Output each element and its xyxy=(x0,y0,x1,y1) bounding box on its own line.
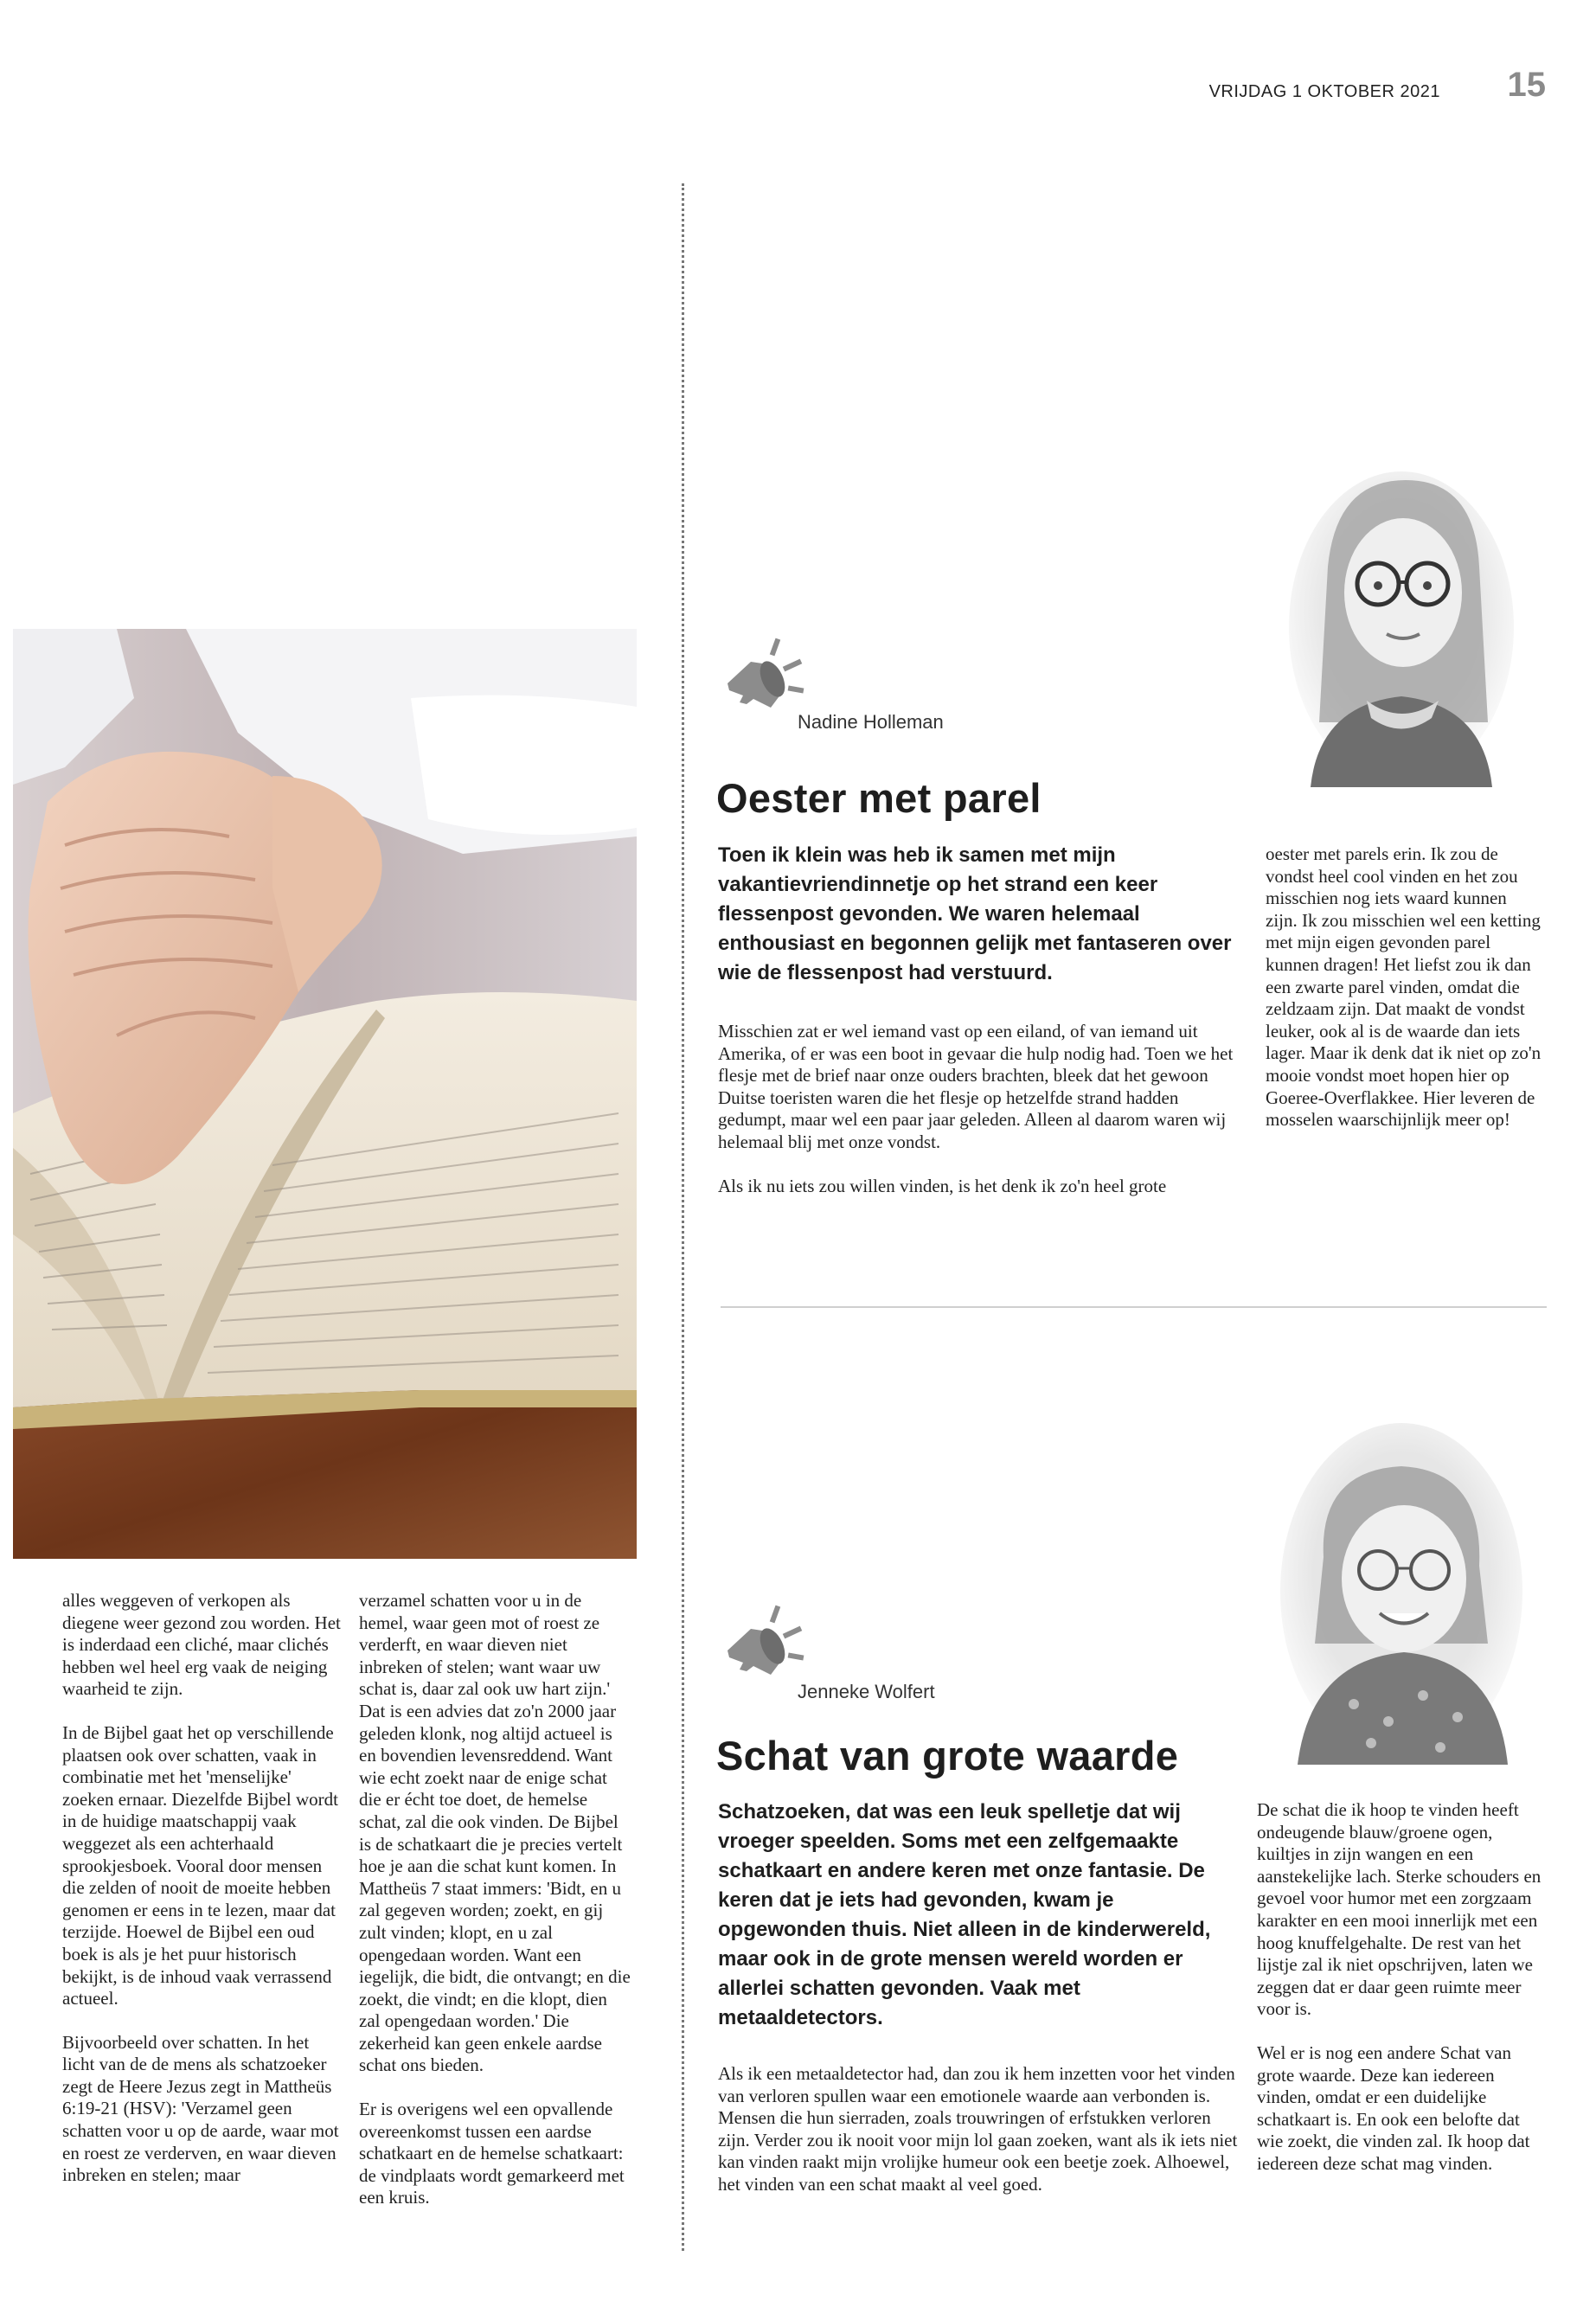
left-column-text-1 xyxy=(62,1590,343,2208)
article-separator xyxy=(721,1306,1547,1308)
portrait-nadine xyxy=(1285,463,1518,787)
paragraph: verzamel schatten voor u in de hemel, waar geen mot of roest ze verderft, en waar dieven niet inbreken of stelen; want waar uw schat is, daar zal ook uw hart zijn.' Dat is een advies dat zo'n 2000 jaar geleden klonk, nog altijd actueel is en bovendien levensreddend. Want wie echt zoekt naar de enige schat die er écht toe doet, de hemelse schat, zal die ook vinden. De Bijbel is de schatkaart die je precies vertelt hoe je aan die schat kunt komen. In Mattheüs 7 staat immers: 'Bidt, en u zal gegeven worden; zoekt, en gij zult vinden; klopt, en u zal opengedaan worden. Want een iegelijk, die bidt, die ontvangt; en die zoekt, die vindt; en die klopt, dien zal opengedaan worden.' Die zekerheid kan geen enkele aardse schat ons bieden. xyxy=(359,1590,631,2076)
article-body-col1 xyxy=(718,1021,1241,1219)
article-body-col1 xyxy=(718,2063,1241,2218)
author-name: Nadine Holleman xyxy=(798,711,944,733)
column-divider xyxy=(682,183,684,2251)
author-name: Jenneke Wolfert xyxy=(798,1681,935,1702)
paragraph: In de Bijbel gaat het op verschillende plaatsen ook over schatten, vaak in combinatie met het 'menselijke' zoeken ernaar. Diezelfde Bijbel wordt in de huidige maatschappij vaak weggezet als een achterhaald sprookjesboek. Vooral door mensen die zelden of nooit de moeite hebben genomen er eens in te lezen, maar dat terzijde. Hoewel de Bijbel een oud boek is als je het puur historisch bekijkt, is de inhoud vaak verrassend actueel. xyxy=(62,1721,338,2009)
article-title: Schat van grote waarde xyxy=(716,1733,1179,1779)
paragraph: Misschien zat er wel iemand vast op een eiland, of van iemand uit Amerika, of er was een boot in gevaar die hulp nodig had. Toen we het flesje met de brief naar onze ouders brachten, bleek dat het gewoon Duitse toeristen waren die het flesje op hetzelfde strand hadden gedumpt, maar wel een paar jaar geleden. Alleen al daarom waren wij helemaal blij met onze vondst. xyxy=(718,1021,1234,1152)
article-lead: Toen ik klein was heb ik samen met mijn vakantievriendinnetje op het strand een keer flessenpost gevonden. We waren helemaal enthousiast en begonnen gelijk met fantaseren over wie de flessenpost had verstuurd. xyxy=(718,843,1232,984)
paragraph: De schat die ik hoop te vinden heeft ondeugende blauw/groene ogen, kuiltjes in zijn wangen en een aanstekelijke lach. Sterke schouders en gevoel voor humor met een zorgzaam karakter en een mooi innerlijk met een hoog knuffelgehalte. De rest van het lijstje zal ik niet opschrijven, laten we zeggen dat er daar geen ruimte meer voor is. xyxy=(1257,1799,1542,2020)
paragraph: Er is overigens wel een opvallende overeenkomst tussen een aardse schatkaart en de hemelse schatkaart: de vindplaats wordt gemarkeerd met een kruis. xyxy=(359,2099,625,2208)
paragraph: Als ik nu iets zou willen vinden, is het denk ik zo'n heel grote xyxy=(718,1175,1167,1196)
paragraph: oester met parels erin. Ik zou de vondst heel cool vinden en het zou misschien nog iets waard kunnen zijn. Ik zou misschien wel een ketting met mijn eigen gevonden parel kunnen dragen! Het liefst zou ik dan een zwarte parel vinden, omdat die zeldzaam zijn. Dat maakt de vondst leuker, ook al is de waarde dan iets lager. Maar ik denk dat ik niet op zo'n mooie vondst moet hopen hier op Goeree-Overflakkee. Hier leveren de mosselen waarschijnlijk meer op! xyxy=(1266,843,1542,1131)
paragraph: Als ik een metaaldetector had, dan zou ik hem inzetten voor het vinden van verloren spullen waar een emotionele waarde aan verbonden is. Mensen die hun sierraden, zoals trouwringen of erfstukken verloren zijn. Verder zou ik nooit voor mijn lol gaan zoeken, want als ik iets niet kan vinden raakt mijn vrolijke humeur ook een beetje zoek. Alhoewel, het vinden van een schat maakt al veel goed. xyxy=(718,2063,1238,2195)
portrait-jenneke xyxy=(1276,1419,1527,1765)
paragraph: Wel er is nog een andere Schat van grote waarde. Deze kan iedereen vinden, omdat er een duidelijke schatkaart is. En ook een belofte dat wie zoekt, die vinden zal. Ik hoop dat iedereen deze schat mag vinden. xyxy=(1257,2041,1530,2174)
article-lead: Schatzoeken, dat was een leuk spelletje dat wij vroeger speelden. Soms met een zelfgemaakte schatkaart en andere keren met onze fantasie. De keren dat je iets had gevonden, kwam je opgewonden thuis. Niet alleen in de kinderwereld, maar ook in de grote mensen wereld worden er allerlei schatten gevonden. Vaak met metaaldetectors. xyxy=(718,1800,1211,2029)
article-body-col2 xyxy=(1257,1799,1542,2197)
praying-hands-bible-photo xyxy=(13,629,637,1559)
article-title: Oester met parel xyxy=(716,775,1042,821)
megaphone-icon xyxy=(721,1599,816,1681)
article-body-col2 xyxy=(1266,843,1542,1153)
paragraph: Bijvoorbeeld over schatten. In het licht van de de mens als schatzoeker zegt de Heere Jezus zegt in Mattheüs 6:19-21 (HSV): 'Verzamel geen schatten voor u op de aarde, waar mot en roest ze verderven, en waar dieven inbreken en stelen; maar xyxy=(62,2031,339,2186)
page-date: VRIJDAG 1 OKTOBER 2021 xyxy=(1208,82,1440,101)
left-column-text-2 xyxy=(359,1590,631,2231)
paragraph: alles weggeven of verkopen als diegene weer gezond zou worden. Het is inderdaad een cliché, maar clichés hebben wel heel erg vaak de neiging waarheid te zijn. xyxy=(62,1590,341,1700)
megaphone-icon xyxy=(721,631,816,714)
page-number: 15 xyxy=(1507,66,1546,104)
